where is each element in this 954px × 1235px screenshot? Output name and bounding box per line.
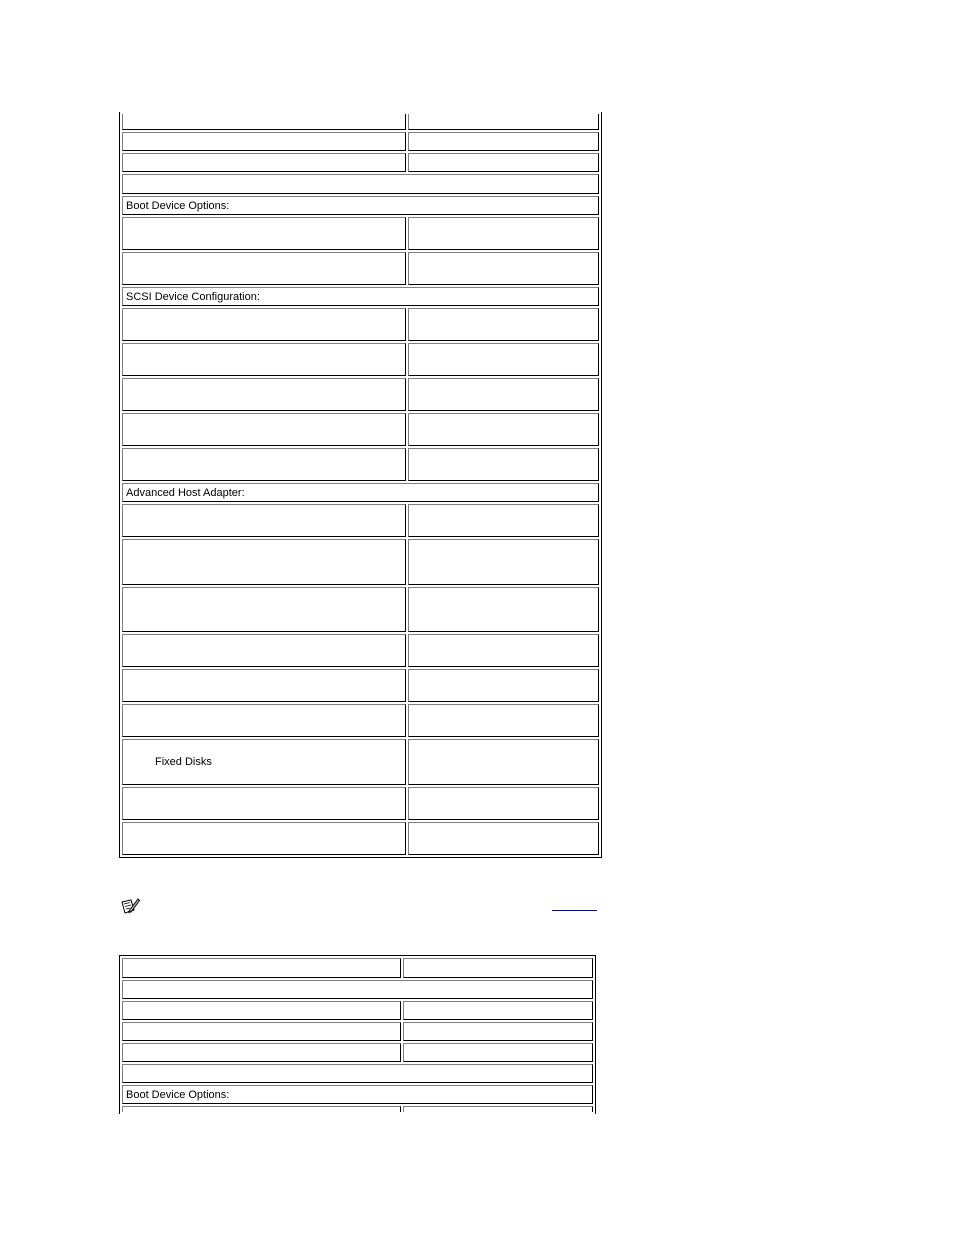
table-cell: [122, 114, 406, 130]
table-cell: [408, 787, 599, 820]
table-cell: [122, 539, 406, 585]
table-row: [122, 1043, 593, 1062]
table-cell: [122, 958, 401, 978]
section-row-boot-device-options: [122, 1085, 593, 1104]
table-cell: [403, 1043, 593, 1062]
table-cell: [408, 413, 599, 446]
table-row: [122, 980, 593, 999]
table-cell: [408, 132, 599, 151]
table-cell: [403, 1022, 593, 1041]
table-cell: [408, 634, 599, 667]
table-cell: [408, 504, 599, 537]
table-row: [122, 114, 599, 130]
table-row: [122, 153, 599, 172]
settings-table-upper: [119, 112, 602, 858]
table-cell: [408, 587, 599, 632]
table-cell: [122, 378, 406, 411]
table-row: [122, 1064, 593, 1083]
table-row: [122, 822, 599, 855]
table-cell: [408, 739, 599, 785]
table-cell: [122, 448, 406, 481]
table-row: [122, 958, 593, 978]
table-cell: [408, 378, 599, 411]
table-row: [122, 1022, 593, 1041]
table-cell: [122, 174, 599, 194]
table-cell: [122, 504, 406, 537]
table-cell: [408, 153, 599, 172]
table-cell: [408, 217, 599, 250]
table-cell: [408, 704, 599, 737]
table-row: [122, 504, 599, 537]
table-cell: [122, 308, 406, 341]
table-row: [122, 413, 599, 446]
table-cell: [122, 153, 406, 172]
table-cell: [122, 1022, 401, 1041]
table-cell: [122, 822, 406, 855]
table-row: [122, 343, 599, 376]
link-underline[interactable]: [552, 910, 597, 911]
table-row: [122, 252, 599, 285]
table-row: [122, 634, 599, 667]
table-cell: [122, 1001, 401, 1020]
table-cell: [122, 132, 406, 151]
section-header: Boot Device Options:: [122, 1085, 593, 1104]
table-cell: [122, 217, 406, 250]
table-cell: [122, 634, 406, 667]
table-row: [122, 669, 599, 702]
table-cell: [122, 343, 406, 376]
table-cell: [122, 587, 406, 632]
table-cell: [122, 669, 406, 702]
table-row: [122, 1106, 593, 1112]
table-cell: [122, 252, 406, 285]
table-cell: [408, 252, 599, 285]
table-cell: [122, 1043, 401, 1062]
fixed-disks-label: Fixed Disks: [122, 739, 406, 785]
table-row: [122, 448, 599, 481]
table-cell: [122, 1064, 593, 1083]
section-row-advanced-host-adapter: [122, 483, 599, 502]
table-cell: [403, 958, 593, 978]
table-row: [122, 739, 599, 785]
table-cell: [122, 1106, 401, 1112]
table-row: [122, 539, 599, 585]
table-cell: [408, 308, 599, 341]
table-cell: [408, 343, 599, 376]
table-cell: [122, 980, 593, 999]
table-cell: [403, 1106, 593, 1112]
settings-table-lower: [119, 955, 596, 1114]
note-pencil-icon: [120, 896, 140, 916]
table-row: [122, 308, 599, 341]
table-cell: [408, 539, 599, 585]
section-row-scsi-device-configuration: [122, 287, 599, 306]
table-cell: [122, 704, 406, 737]
table-cell: [122, 787, 406, 820]
table-row: [122, 704, 599, 737]
table-row: [122, 787, 599, 820]
table-row: [122, 174, 599, 194]
section-row-boot-device-options: [122, 196, 599, 215]
table-cell: [122, 413, 406, 446]
table-cell: [408, 448, 599, 481]
table-row: [122, 587, 599, 632]
table-cell: [403, 1001, 593, 1020]
table-row: [122, 217, 599, 250]
section-header: Boot Device Options:: [122, 196, 599, 215]
section-header: Advanced Host Adapter:: [122, 483, 599, 502]
table-cell: [408, 114, 599, 130]
table-row: [122, 1001, 593, 1020]
table-cell: [408, 669, 599, 702]
table-row: [122, 132, 599, 151]
section-header: SCSI Device Configuration:: [122, 287, 599, 306]
table-cell: [408, 822, 599, 855]
table-row: [122, 378, 599, 411]
